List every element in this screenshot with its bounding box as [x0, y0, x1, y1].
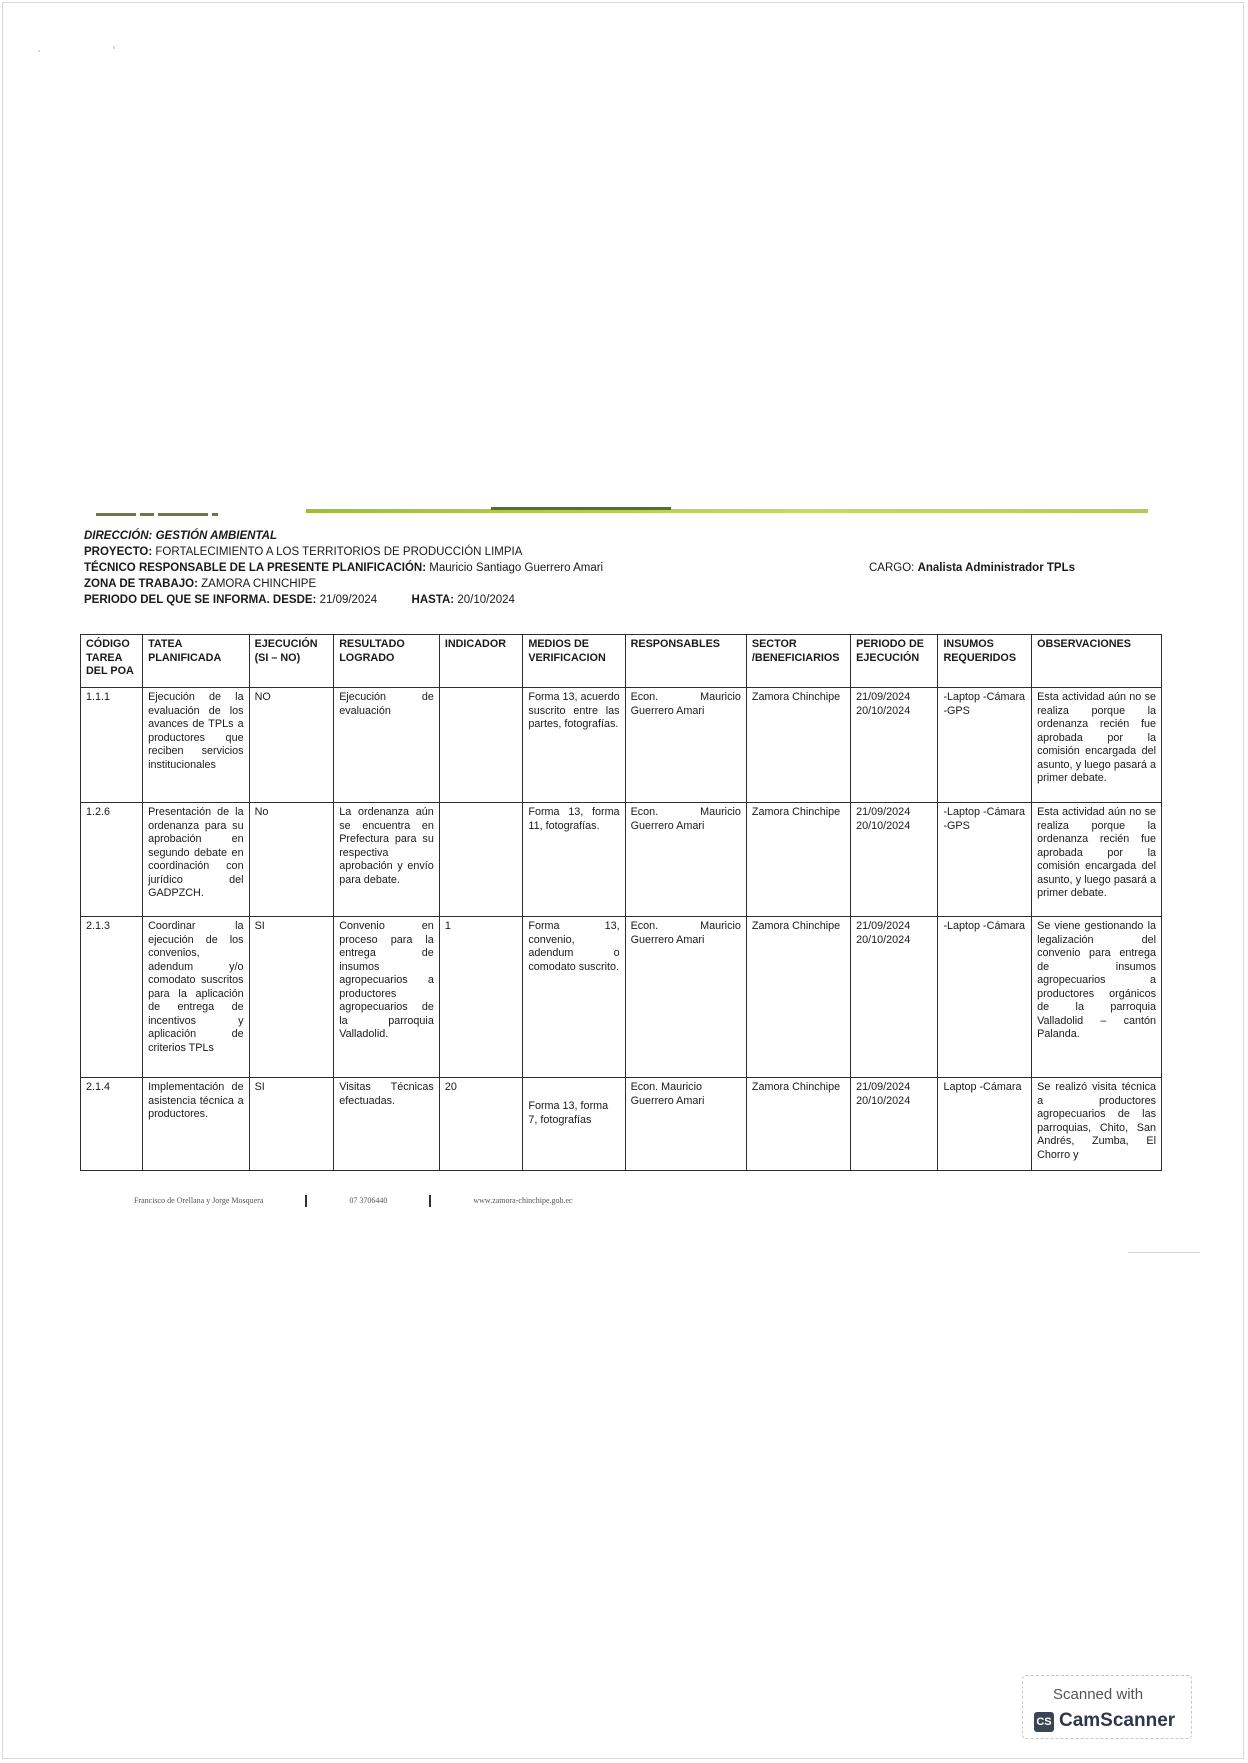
col-resultado: RESULTADO LOGRADO — [334, 635, 440, 688]
poa-report-table — [80, 634, 1162, 1171]
scan-speck — [113, 46, 115, 49]
watermark-brand: CamScanner — [1059, 1710, 1176, 1731]
cell-codigo: 1.1.1 — [81, 688, 143, 803]
letterhead-band — [96, 505, 1148, 515]
col-sector: SECTOR /BENEFICIARIOS — [746, 635, 850, 688]
institution-logo — [96, 506, 296, 512]
cell-observaciones: Se realizó visita técnica a productores agropecuarios de las parroquias, Chito, San Andrés, Zumba, El Chorro y — [1032, 1078, 1162, 1171]
periodo-desde: 21/09/2024 — [319, 594, 378, 606]
tecnico-label: TÉCNICO RESPONSABLE DE LA PRESENTE PLANIFICACIÓN: — [84, 562, 427, 574]
table-row — [81, 803, 1162, 917]
scan-speck — [1128, 1252, 1200, 1253]
cell-responsables: Econ. Mauricio Guerrero Amari — [625, 1078, 746, 1171]
proyecto-label: PROYECTO: — [84, 546, 153, 558]
cell-responsables: Econ. Mauricio Guerrero Amari — [625, 688, 746, 803]
table-row — [81, 688, 1162, 803]
proyecto-value: FORTALECIMIENTO A LOS TERRITORIOS DE PRODUCCIÓN LIMPIA — [155, 546, 523, 558]
periodo-label: PERIODO DEL QUE SE INFORMA. DESDE: — [84, 594, 317, 606]
cell-resultado: Visitas Técnicas efectuadas. — [334, 1078, 440, 1171]
col-medios: MEDIOS DE VERIFICACION — [523, 635, 625, 688]
cell-sector: Zamora Chinchipe — [746, 1078, 850, 1171]
cell-responsables: Econ. Mauricio Guerrero Amari — [625, 803, 746, 917]
hasta-label: HASTA: — [411, 594, 455, 606]
watermark-text-top: Scanned with — [1053, 1686, 1144, 1703]
periodo-hasta: 20/10/2024 — [457, 594, 515, 606]
cell-periodo: 21/09/2024 20/10/2024 — [851, 803, 938, 917]
cell-medios: Forma 13, acuerdo suscrito entre las partes, fotografías. — [523, 688, 625, 803]
cell-observaciones: Esta actividad aún no se realiza porque la ordenanza recién fue aprobada por la comisión encargada del asunto, y luego pasará a primer debate. — [1032, 688, 1162, 803]
col-ejecucion: EJECUCIÓN (SI – NO) — [249, 635, 334, 688]
letterhead-footer — [134, 1195, 573, 1207]
table-header-row — [81, 635, 1162, 688]
cell-resultado: Ejecución de evaluación — [334, 688, 440, 803]
cell-indicador — [439, 688, 523, 803]
cell-ejecucion: NO — [249, 688, 334, 803]
cell-codigo: 1.2.6 — [81, 803, 143, 917]
cargo-row — [869, 560, 1075, 576]
cell-indicador — [439, 803, 523, 917]
table-row — [81, 1078, 1162, 1171]
cell-tarea: Coordinar la ejecución de los convenios, adendum y/o comodato suscritos para la aplicación de entrega de incentivos y aplicación de criterios TPLs — [143, 917, 250, 1078]
direccion-label: DIRECCIÓN: — [84, 530, 153, 542]
table-row — [81, 917, 1162, 1078]
cell-medios: Forma 13, convenio, adendum o comodato suscrito. — [523, 917, 625, 1078]
cell-codigo: 2.1.3 — [81, 917, 143, 1078]
cell-indicador: 20 — [439, 1078, 523, 1171]
cargo-value: Analista Administrador TPLs — [917, 562, 1075, 574]
cell-observaciones: Esta actividad aún no se realiza porque la ordenanza recién fue aprobada por la comisión encargada del asunto, y luego pasará a primer debate. — [1032, 803, 1162, 917]
cell-insumos: Laptop -Cámara — [938, 1078, 1032, 1171]
footer-address: Francisco de Orellana y Jorge Mosquera — [134, 1195, 264, 1205]
col-codigo: CÓDIGO TAREA DEL POA — [81, 635, 143, 688]
scan-speck — [38, 50, 40, 52]
cell-periodo: 21/09/2024 20/10/2024 — [851, 1078, 938, 1171]
cell-periodo: 21/09/2024 20/10/2024 — [851, 688, 938, 803]
zona-row — [84, 576, 1144, 592]
cell-ejecucion: SI — [249, 1078, 334, 1171]
cell-resultado: Convenio en proceso para la entrega de insumos agropecuarios a productores agropecuarios de la parroquia Valladolid. — [334, 917, 440, 1078]
proyecto-row — [84, 544, 1144, 560]
cargo-label: CARGO: — [869, 562, 915, 574]
cell-indicador: 1 — [439, 917, 523, 1078]
col-insumos: INSUMOS REQUERIDOS — [938, 635, 1032, 688]
cell-tarea: Presentación de la ordenanza para su aprobación en segundo debate en coordinación con jurídico del GADPZCH. — [143, 803, 250, 917]
footer-phone: 07 3706440 — [349, 1195, 388, 1205]
col-tarea: TATEA PLANIFICADA — [143, 635, 250, 688]
cell-codigo: 2.1.4 — [81, 1078, 143, 1171]
camscanner-logo-icon: CS — [1034, 1712, 1054, 1732]
tecnico-value: Mauricio Santiago Guerrero Amari — [429, 562, 604, 574]
cell-medios: Forma 13, forma 7, fotografías — [523, 1078, 625, 1171]
col-responsables: RESPONSABLES — [625, 635, 746, 688]
cell-medios: Forma 13, forma 11, fotografías. — [523, 803, 625, 917]
cell-responsables: Econ. Mauricio Guerrero Amari — [625, 917, 746, 1078]
col-observaciones: OBSERVACIONES — [1032, 635, 1162, 688]
zona-label: ZONA DE TRABAJO: — [84, 578, 198, 590]
cell-periodo: 21/09/2024 20/10/2024 — [851, 917, 938, 1078]
col-periodo: PERIODO DE EJECUCIÓN — [851, 635, 938, 688]
cell-tarea: Ejecución de la evaluación de los avances de TPLs a productores que reciben servicios institucionales — [143, 688, 250, 803]
cell-ejecucion: SI — [249, 917, 334, 1078]
cell-insumos: -Laptop -Cámara -GPS — [938, 803, 1032, 917]
letterhead-title-smudge — [491, 507, 671, 510]
zona-value: ZAMORA CHINCHIPE — [201, 578, 317, 590]
col-indicador: INDICADOR — [439, 635, 523, 688]
letterhead-green-line — [306, 509, 1148, 513]
cell-insumos: -Laptop -Cámara — [938, 917, 1032, 1078]
cell-resultado: La ordenanza aún se encuentra en Prefectura para su respectiva aprobación y envío para debate. — [334, 803, 440, 917]
cell-sector: Zamora Chinchipe — [746, 803, 850, 917]
direccion-value: GESTIÓN AMBIENTAL — [155, 530, 277, 542]
camscanner-watermark — [1022, 1675, 1192, 1739]
cell-sector: Zamora Chinchipe — [746, 917, 850, 1078]
cell-insumos: -Laptop -Cámara -GPS — [938, 688, 1032, 803]
direccion-row — [84, 528, 1144, 544]
footer-website: www.zamora-chinchipe.gob.ec — [473, 1195, 573, 1205]
cell-ejecucion: No — [249, 803, 334, 917]
cell-tarea: Implementación de asistencia técnica a productores. — [143, 1078, 250, 1171]
cell-observaciones: Se viene gestionando la legalización del convenio para entrega de insumos agropecuarios a productores orgánicos de la parroquia Valladolid – cantón Palanda. — [1032, 917, 1162, 1078]
cell-sector: Zamora Chinchipe — [746, 688, 850, 803]
report-metadata — [84, 528, 1144, 608]
periodo-row — [84, 592, 1144, 608]
